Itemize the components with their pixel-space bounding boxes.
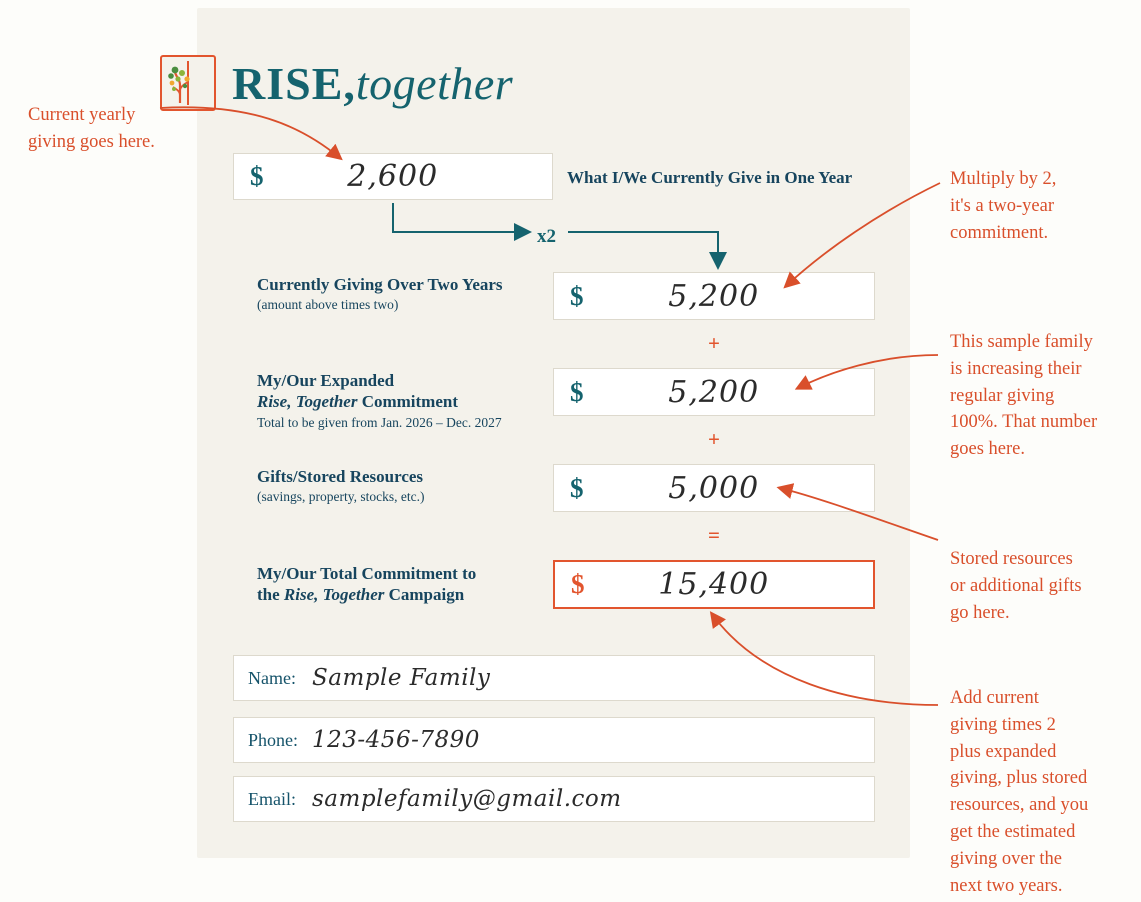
total-label-campaign: Rise, Together xyxy=(283,585,385,605)
annotation-multiply-by-two: Multiply by 2, it's a two-year commitment. xyxy=(950,169,1057,243)
email-field-row[interactable] xyxy=(233,776,875,822)
two-year-field[interactable] xyxy=(553,272,875,320)
annotation-total: Add current giving times 2 plus expanded giving, plus stored resources, and you get the estimated giving over the next two years. xyxy=(950,688,1089,896)
phone-field-label: Phone: xyxy=(248,729,299,750)
operator-plus-1: + xyxy=(708,331,720,355)
expanded-label-campaign: Rise, Together xyxy=(257,392,358,412)
two-year-value[interactable]: 5,200 xyxy=(668,278,760,314)
two-year-label xyxy=(257,274,547,314)
operator-plus-2: + xyxy=(708,427,720,451)
expanded-label xyxy=(257,370,547,431)
phone-field-row[interactable] xyxy=(233,717,875,763)
gifts-label xyxy=(257,466,547,506)
expanded-label-line1: My/Our Expanded xyxy=(257,371,395,390)
gifts-label-main: Gifts/Stored Resources xyxy=(257,467,424,486)
total-field[interactable] xyxy=(553,560,875,609)
expanded-value[interactable]: 5,200 xyxy=(668,374,760,410)
current-giving-label: What I/We Currently Give in One Year xyxy=(567,168,853,187)
gifts-value[interactable]: 5,000 xyxy=(668,470,760,506)
total-label-line2-rest: Campaign xyxy=(384,585,465,605)
annotation-current-giving: Current yearly giving goes here. xyxy=(28,105,155,152)
total-label xyxy=(257,563,547,606)
email-field-value[interactable]: samplefamily@gmail.com xyxy=(312,786,622,812)
dollar-sign: $ xyxy=(250,161,264,191)
name-field-value[interactable]: Sample Family xyxy=(312,665,491,691)
dollar-sign: $ xyxy=(570,472,584,503)
brand-name-bold: RISE, xyxy=(232,57,356,109)
two-year-label-sub: (amount above times two) xyxy=(257,297,399,313)
email-field-label: Email: xyxy=(248,788,296,809)
dollar-sign: $ xyxy=(570,376,584,407)
phone-field-value[interactable]: 123-456-7890 xyxy=(312,727,480,753)
name-field-label: Name: xyxy=(248,667,296,688)
name-field-row[interactable] xyxy=(233,655,875,701)
total-label-line1: My/Our Total Commitment to xyxy=(257,564,477,583)
operator-equals: = xyxy=(708,523,720,547)
dollar-sign: $ xyxy=(570,280,584,311)
expanded-field[interactable] xyxy=(553,368,875,416)
current-giving-field[interactable] xyxy=(233,153,553,200)
expanded-label-line2 xyxy=(257,391,547,412)
brand-logo xyxy=(160,55,513,111)
current-giving-value[interactable]: 2,600 xyxy=(347,159,439,194)
gifts-field[interactable] xyxy=(553,464,875,512)
annotation-expanded-giving: This sample family is increasing their regular giving 100%. That number goes here. xyxy=(950,332,1098,460)
total-label-line2-pre: the xyxy=(257,585,284,605)
total-value[interactable]: 15,400 xyxy=(658,567,770,602)
dollar-sign: $ xyxy=(571,569,585,599)
annotation-stored-resources: Stored resources or additional gifts go here. xyxy=(950,549,1082,623)
total-label-line2 xyxy=(257,584,547,605)
expanded-label-sub: Total to be given from Jan. 2026 – Dec. 2027 xyxy=(257,414,502,430)
two-year-label-main: Currently Giving Over Two Years xyxy=(257,275,503,294)
brand-name-italic: together xyxy=(355,57,514,109)
expanded-label-line2-rest: Commitment xyxy=(357,392,458,412)
multiplier-badge: x2 xyxy=(537,226,556,247)
gifts-label-sub: (savings, property, stocks, etc.) xyxy=(257,489,425,505)
brand-wordmark xyxy=(232,57,513,110)
